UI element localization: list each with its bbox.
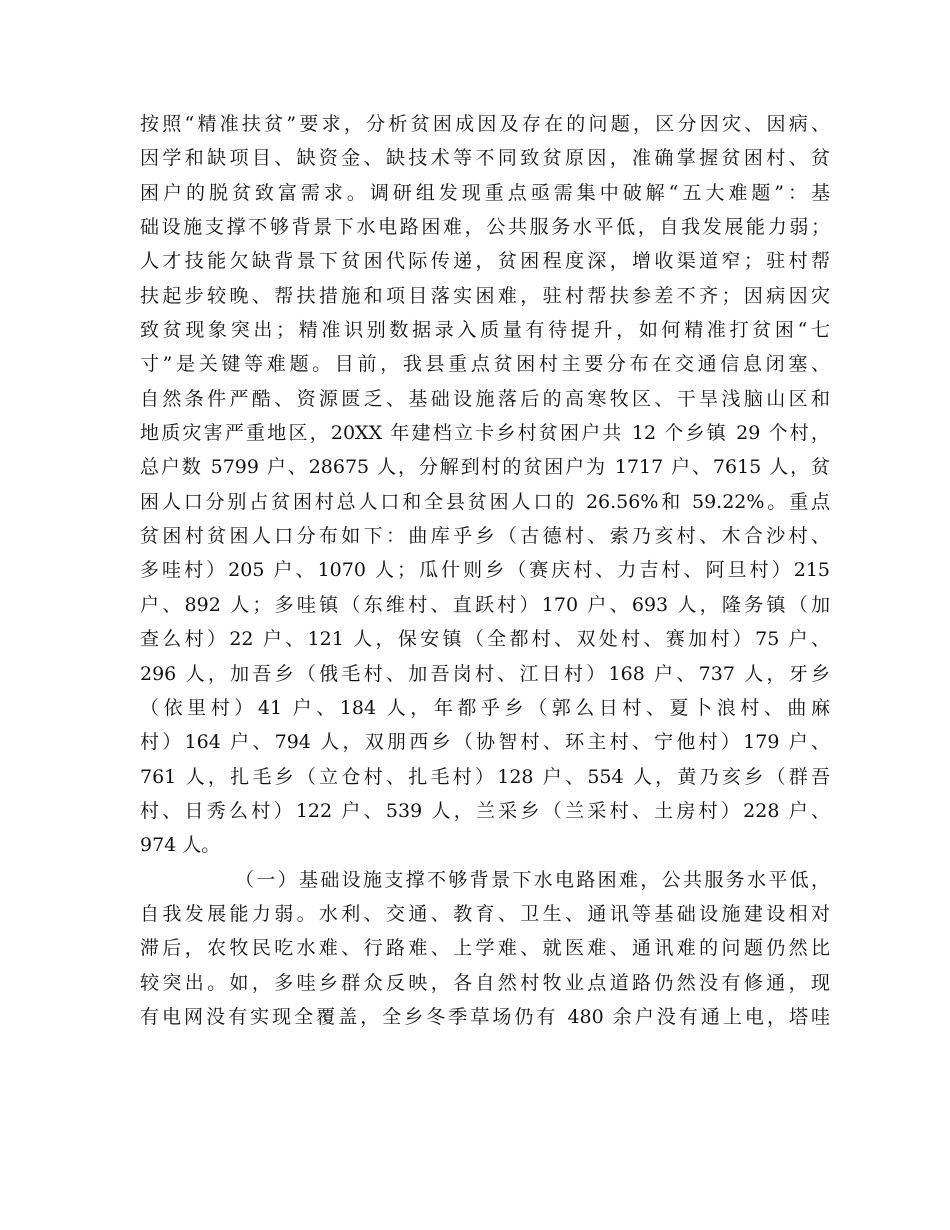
text-line: 因学和缺项目、缺资金、缺技术等不同致贫原因，准确掌握贫困村、贫 (140, 147, 830, 170)
text-line: 户、892 人；多哇镇（东维村、直跃村）170 户、693 人，隆务镇（加 (140, 593, 830, 616)
text-line: 困户的脱贫致富需求。调研组发现重点亟需集中破解“五大难题”：基 (140, 181, 830, 204)
text-line: 自我发展能力弱。水利、交通、教育、卫生、通讯等基础设施建设相对 (140, 902, 830, 925)
text-line: 地质灾害严重地区，20XX 年建档立卡乡村贫困户共 12 个乡镇 29 个村， (140, 422, 830, 445)
paragraph-poverty-overview (140, 107, 830, 863)
text-line: 扶起步较晚、帮扶措施和项目落实困难，驻村帮扶参差不齐；因病因灾 (140, 284, 830, 307)
section-heading-line: （一）基础设施支撑不够背景下水电路困难，公共服务水平低， (235, 868, 830, 891)
text-line: 按照“精准扶贫”要求，分析贫困成因及存在的问题，区分因灾、因病、 (140, 113, 830, 135)
text-line: 较突出。如，多哇乡群众反映，各自然村牧业点道路仍然没有修通，现 (140, 971, 830, 994)
text-line: 总户数 5799 户、28675 人，分解到村的贫困户为 1717 户、7615 人，贫 (140, 456, 830, 479)
text-line: 贫困村贫困人口分布如下：曲库乎乡（古德村、索乃亥村、木合沙村、 (140, 525, 830, 548)
text-line: 自然条件严酷、资源匮乏、基础设施落后的高寒牧区、干旱浅脑山区和 (140, 387, 830, 410)
text-line: 296 人，加吾乡（俄毛村、加吾岗村、江日村）168 户、737 人，牙乡 (140, 662, 830, 685)
text-line: 村、日秀么村）122 户、539 人，兰采乡（兰采村、土房村）228 户、 (140, 799, 830, 822)
text-line: 有电网没有实现全覆盖，全乡冬季草场仍有 480 余户没有通上电，塔哇 (140, 1005, 830, 1028)
paragraph-infrastructure-section (140, 863, 830, 1035)
text-line: 974 人。 (140, 834, 221, 857)
text-line: 滞后，农牧民吃水难、行路难、上学难、就医难、通讯难的问题仍然比 (140, 937, 830, 960)
text-line: 困人口分别占贫困村总人口和全县贫困人口的 26.56%和 59.22%。重点 (140, 490, 830, 513)
text-line: 多哇村）205 户、1070 人；瓜什则乡（赛庆村、力吉村、阿旦村）215 (140, 559, 830, 582)
text-line: （依里村）41 户、184 人，年都乎乡（郭么日村、夏卜浪村、曲麻 (140, 696, 830, 719)
text-line: 寸”是关键等难题。目前，我县重点贫困村主要分布在交通信息闭塞、 (140, 353, 830, 376)
document-body (140, 107, 830, 1034)
text-line: 致贫现象突出；精准识别数据录入质量有待提升，如何精准打贫困“七 (140, 319, 830, 342)
text-line: 761 人，扎毛乡（立仓村、扎毛村）128 户、554 人，黄乃亥乡（群吾 (140, 765, 830, 788)
text-line: 查么村）22 户、121 人，保安镇（全都村、双处村、赛加村）75 户、 (140, 628, 830, 651)
text-line: 村）164 户、794 人，双朋西乡（协智村、环主村、宁他村）179 户、 (140, 731, 830, 754)
text-line: 人才技能欠缺背景下贫困代际传递，贫困程度深，增收渠道窄；驻村帮 (140, 250, 830, 273)
text-line: 础设施支撑不够背景下水电路困难，公共服务水平低，自我发展能力弱； (140, 216, 830, 239)
